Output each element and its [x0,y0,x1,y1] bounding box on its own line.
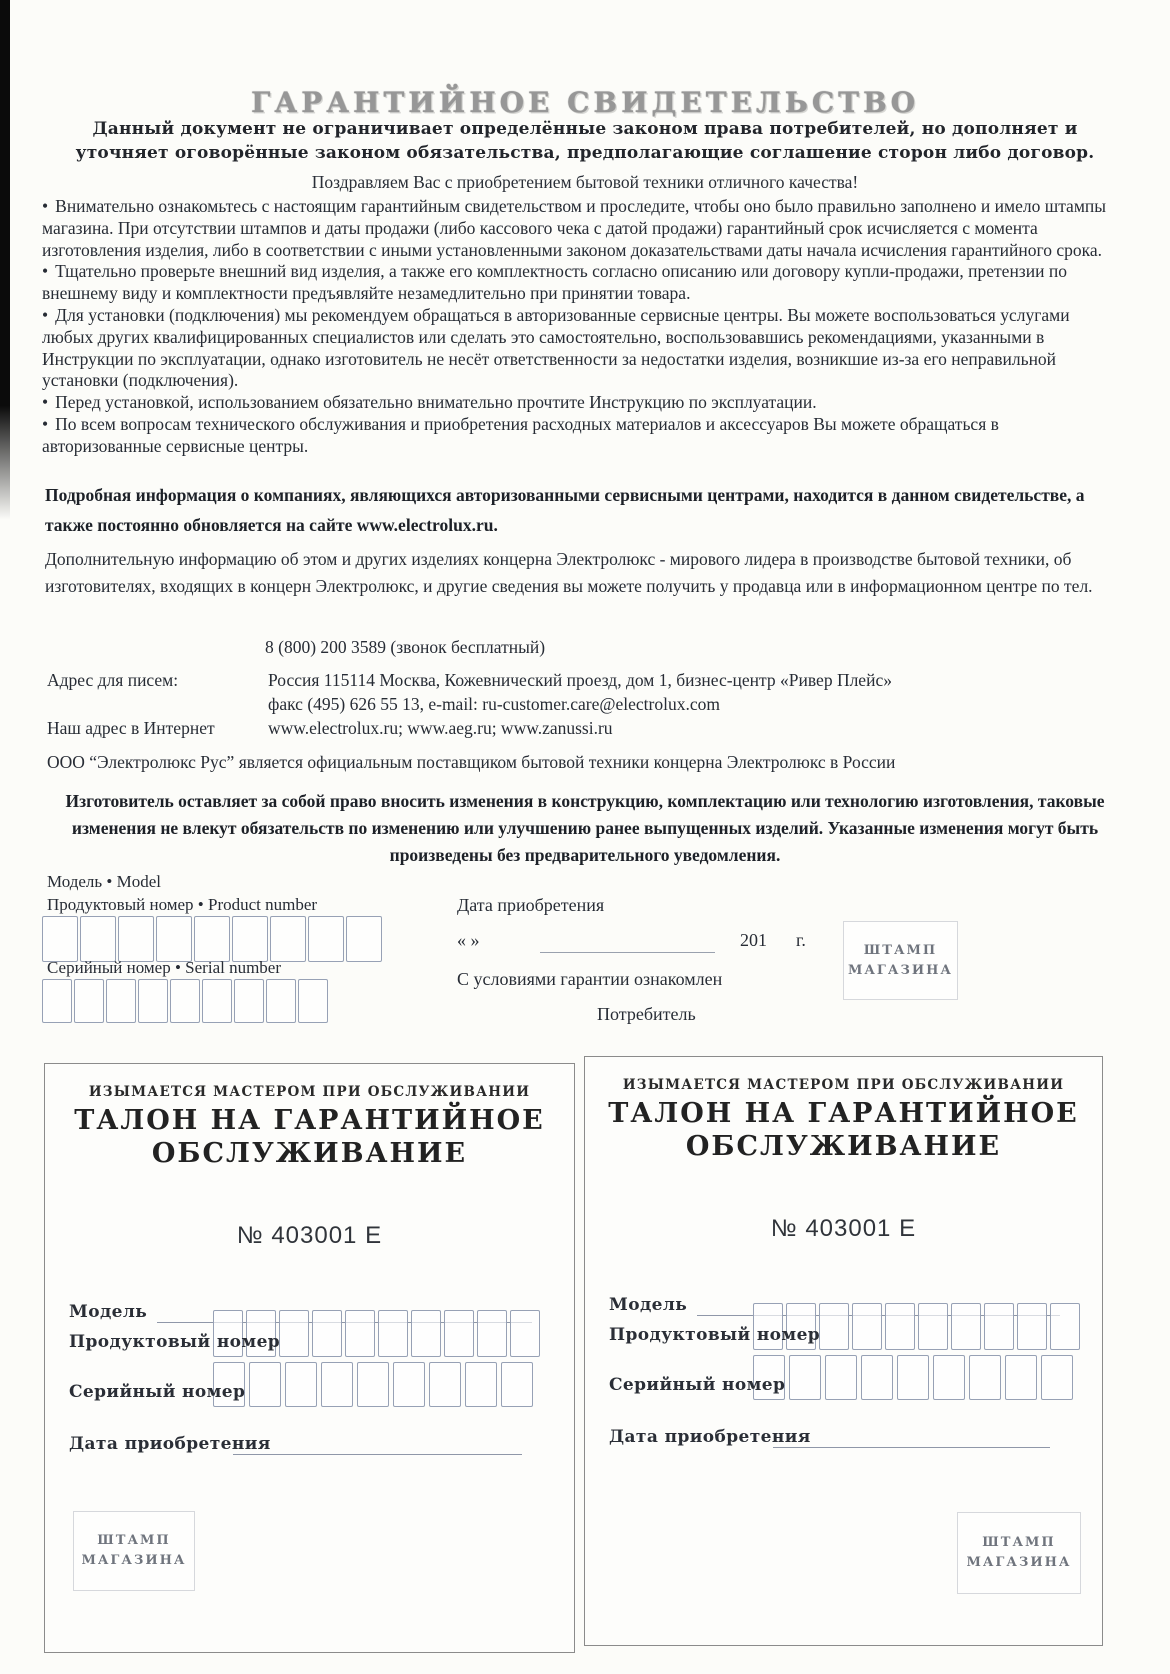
digit-cell [249,1362,281,1407]
official-supplier-line: ООО “Электролюкс Рус” является официальным поставщиком бытовой техники концерна Электролюкс в России [47,752,896,772]
warranty-coupon-right [584,1056,1103,1646]
bullet-item [42,261,1108,305]
digit-cell [118,916,154,962]
digit-cell [74,979,104,1023]
stamp-line-1: ШТАМП [863,942,938,958]
digit-cell [825,1355,857,1400]
manufacturer-note: Изготовитель оставляет за собой право вносить изменения в конструкцию, комплектацию или технологию изготовления, таковые изменения не влекут обязательств по изменению или улучшению ранее выпущенных изделий. Указанные изменения могут быть произведены без предварительного уведомления. [65,791,1105,865]
terms-line: С условиями гарантии ознакомлен [457,969,723,989]
digit-cell [861,1355,893,1400]
address-label: Адрес для писем: [47,670,179,690]
date-year: 201 [740,930,767,950]
digit-cell [1005,1355,1037,1400]
date-year-suffix: г. [796,930,806,950]
serial-number-cells [42,979,328,1023]
bullet-item [42,392,1108,414]
digit-cell [170,979,200,1023]
stamp-line-2: МАГАЗИНА [966,1555,1072,1570]
digit-cell [378,1310,408,1357]
shop-stamp-box [843,921,958,1000]
coupon-title-line-2: ОБСЛУЖИВАНИЕ [151,1138,468,1169]
digit-cell [951,1303,981,1350]
coupon-product-label: Продуктовый номер [609,1325,821,1345]
digit-cell [789,1355,821,1400]
scan-edge-artifact [0,0,10,520]
stamp-line-1: ШТАМП [97,1533,171,1548]
coupon-model-label: Модель [609,1295,688,1315]
coupon-date-label: Дата приобретения [69,1434,271,1454]
digit-cell [984,1303,1014,1350]
phone-number: 8 (800) 200 3589 (звонок бесплатный) [265,637,546,657]
coupon-date-line [773,1447,1050,1448]
bullet-icon: • [42,261,49,282]
stamp-line-2: МАГАЗИНА [81,1553,187,1568]
bullet-item [42,305,1108,392]
digit-cell [465,1362,497,1407]
address-line-1: Россия 115114 Москва, Кожевнический проезд, дом 1, бизнес-центр «Ривер Плейс» [268,670,892,690]
warranty-coupon-left [44,1063,575,1653]
digit-cell [346,916,382,962]
digit-cell [501,1362,533,1407]
digit-cell [510,1310,540,1357]
page-title: ГАРАНТИЙНОЕ СВИДЕТЕЛЬСТВО [251,86,919,119]
coupon-model-label: Модель [69,1302,148,1322]
service-centers-info: Подробная информация о компаниях, являющихся авторизованными сервисными центрами, находится в данном свидетельстве, а также постоянно обновляется на сайте www.electrolux.ru. [45,485,1085,535]
coupon-serial-label: Серийный номер [69,1382,246,1402]
bullet-text: По всем вопросам технического обслуживания и приобретения расходных материалов и аксессуаров Вы можете обращаться в авторизованные сервисные центры. [42,413,999,456]
digit-cell [918,1303,948,1350]
coupon-header: ИЗЫМАЕТСЯ МАСТЕРОМ ПРИ ОБСЛУЖИВАНИИ [622,1077,1065,1093]
coupon-serial-cells [753,1355,1073,1400]
digit-cell [279,1310,309,1357]
digit-cell [194,916,230,962]
digit-cell [80,916,116,962]
bullet-icon: • [42,196,49,216]
digit-cell [393,1362,425,1407]
coupon-date-line [233,1454,522,1455]
digit-cell [1050,1303,1080,1350]
coupon-serial-cells [213,1362,533,1407]
digit-cell [819,1303,849,1350]
product-number-label: Продуктовый номер • Product number [47,895,318,914]
coupon-header: ИЗЫМАЕТСЯ МАСТЕРОМ ПРИ ОБСЛУЖИВАНИИ [88,1084,531,1100]
model-label: Модель • Model [47,872,161,891]
digit-cell [1017,1303,1047,1350]
date-quotes: « » [457,930,480,950]
bullet-icon: • [42,413,49,434]
bullet-text: Для установки (подключения) мы рекомендуем обращаться в авторизованные сервисные центры. Вы можете воспользоваться услугами любых других квалифицированных специалистов или сделать это самостоятельно, воспользовавшись рекомендациями, указанными в Инструкции по эксплуатации, однако изготовитель не несёт ответственности за недостатки изделия, возникшие из-за его неправильной установки (подключения). [42,304,1070,391]
coupon-title [585,1097,1102,1163]
serial-number-label: Серийный номер • Serial number [47,958,282,977]
digit-cell [897,1355,929,1400]
digit-cell [156,916,192,962]
digit-cell [345,1310,375,1357]
bullet-text: Тщательно проверьте внешний вид изделия, а также его комплектность согласно описанию или договору купли-продажи, претензии по внешнему виду и комплектности предъявляйте незамедлительно при принятии товара. [42,261,1067,304]
digit-cell [266,979,296,1023]
digit-cell [42,916,78,962]
coupon-shop-stamp-box [957,1512,1081,1594]
digit-cell [1041,1355,1073,1400]
bullet-list [42,196,1108,458]
digit-cell [885,1303,915,1350]
stamp-line-1: ШТАМП [982,1535,1056,1550]
web-address-label: Наш адрес в Интернет [47,718,215,738]
digit-cell [202,979,232,1023]
digit-cell [852,1303,882,1350]
digit-cell [232,916,268,962]
coupon-title [45,1104,574,1170]
digit-cell [933,1355,965,1400]
web-address-value: www.electrolux.ru; www.aeg.ru; www.zanussi.ru [268,718,613,738]
coupon-title-line-1: ТАЛОН НА ГАРАНТИЙНОЕ [608,1098,1079,1129]
digit-cell [429,1362,461,1407]
digit-cell [298,979,328,1023]
bullet-item [42,196,1108,261]
digit-cell [477,1310,507,1357]
digit-cell [138,979,168,1023]
digit-cell [411,1310,441,1357]
address-line-2: факс (495) 626 55 13, e-mail: ru-customer.care@electrolux.com [268,694,720,714]
coupon-title-line-2: ОБСЛУЖИВАНИЕ [685,1131,1002,1162]
bullet-item [42,414,1108,458]
digit-cell [357,1362,389,1407]
bullet-icon: • [42,392,49,413]
coupon-shop-stamp-box [73,1511,195,1591]
digit-cell [42,979,72,1023]
coupon-number: № 403001 E [236,1222,383,1249]
digit-cell [234,979,264,1023]
digit-cell [270,916,306,962]
digit-cell [969,1355,1001,1400]
coupon-number: № 403001 E [770,1215,917,1242]
digit-cell [308,916,344,962]
bullet-icon: • [42,304,49,325]
coupon-date-label: Дата приобретения [609,1427,811,1447]
coupon-title-line-1: ТАЛОН НА ГАРАНТИЙНОЕ [74,1105,545,1136]
additional-info: Дополнительную информацию об этом и других изделиях концерна Электролюкс - мирового лидера в производстве бытовой техники, об изготовителях, входящих в концерн Электролюкс, и другие сведения вы можете получить у продавца или в информационном центре по тел. [45,549,1093,596]
stamp-line-2: МАГАЗИНА [847,962,954,978]
bullet-text: Внимательно ознакомьтесь с настоящим гарантийным свидетельством и проследите, чтобы оно было правильно заполнено и имело штампы магазина. При отсутствии штампов и даты продажи (либо кассового чека с датой продажи) гарантийный срок исчисляется с момента изготовления изделия, либо в соответствии с иными установленными законом доказательствами даты начала исчисления гарантийного срока. [42,196,1107,260]
digit-cell [285,1362,317,1407]
date-underline [540,952,715,953]
coupon-product-label: Продуктовый номер [69,1332,281,1352]
digit-cell [106,979,136,1023]
product-number-cells [42,916,382,962]
coupon-serial-label: Серийный номер [609,1375,786,1395]
congrats-line: Поздравляем Вас с приобретением бытовой техники отличного качества! [311,172,859,192]
page-subtitle: Данный документ не ограничивает определённые законом права потребителей, но дополняет и уточняет оговорённые законом обязательства, предполагающие соглашение сторон либо договор. [75,119,1095,163]
digit-cell [321,1362,353,1407]
consumer-label: Потребитель [597,1004,696,1024]
digit-cell [312,1310,342,1357]
digit-cell [444,1310,474,1357]
purchase-date-label: Дата приобретения [457,895,605,915]
bullet-text: Перед установкой, использованием обязательно внимательно прочтите Инструкцию по эксплуатации. [55,392,817,413]
